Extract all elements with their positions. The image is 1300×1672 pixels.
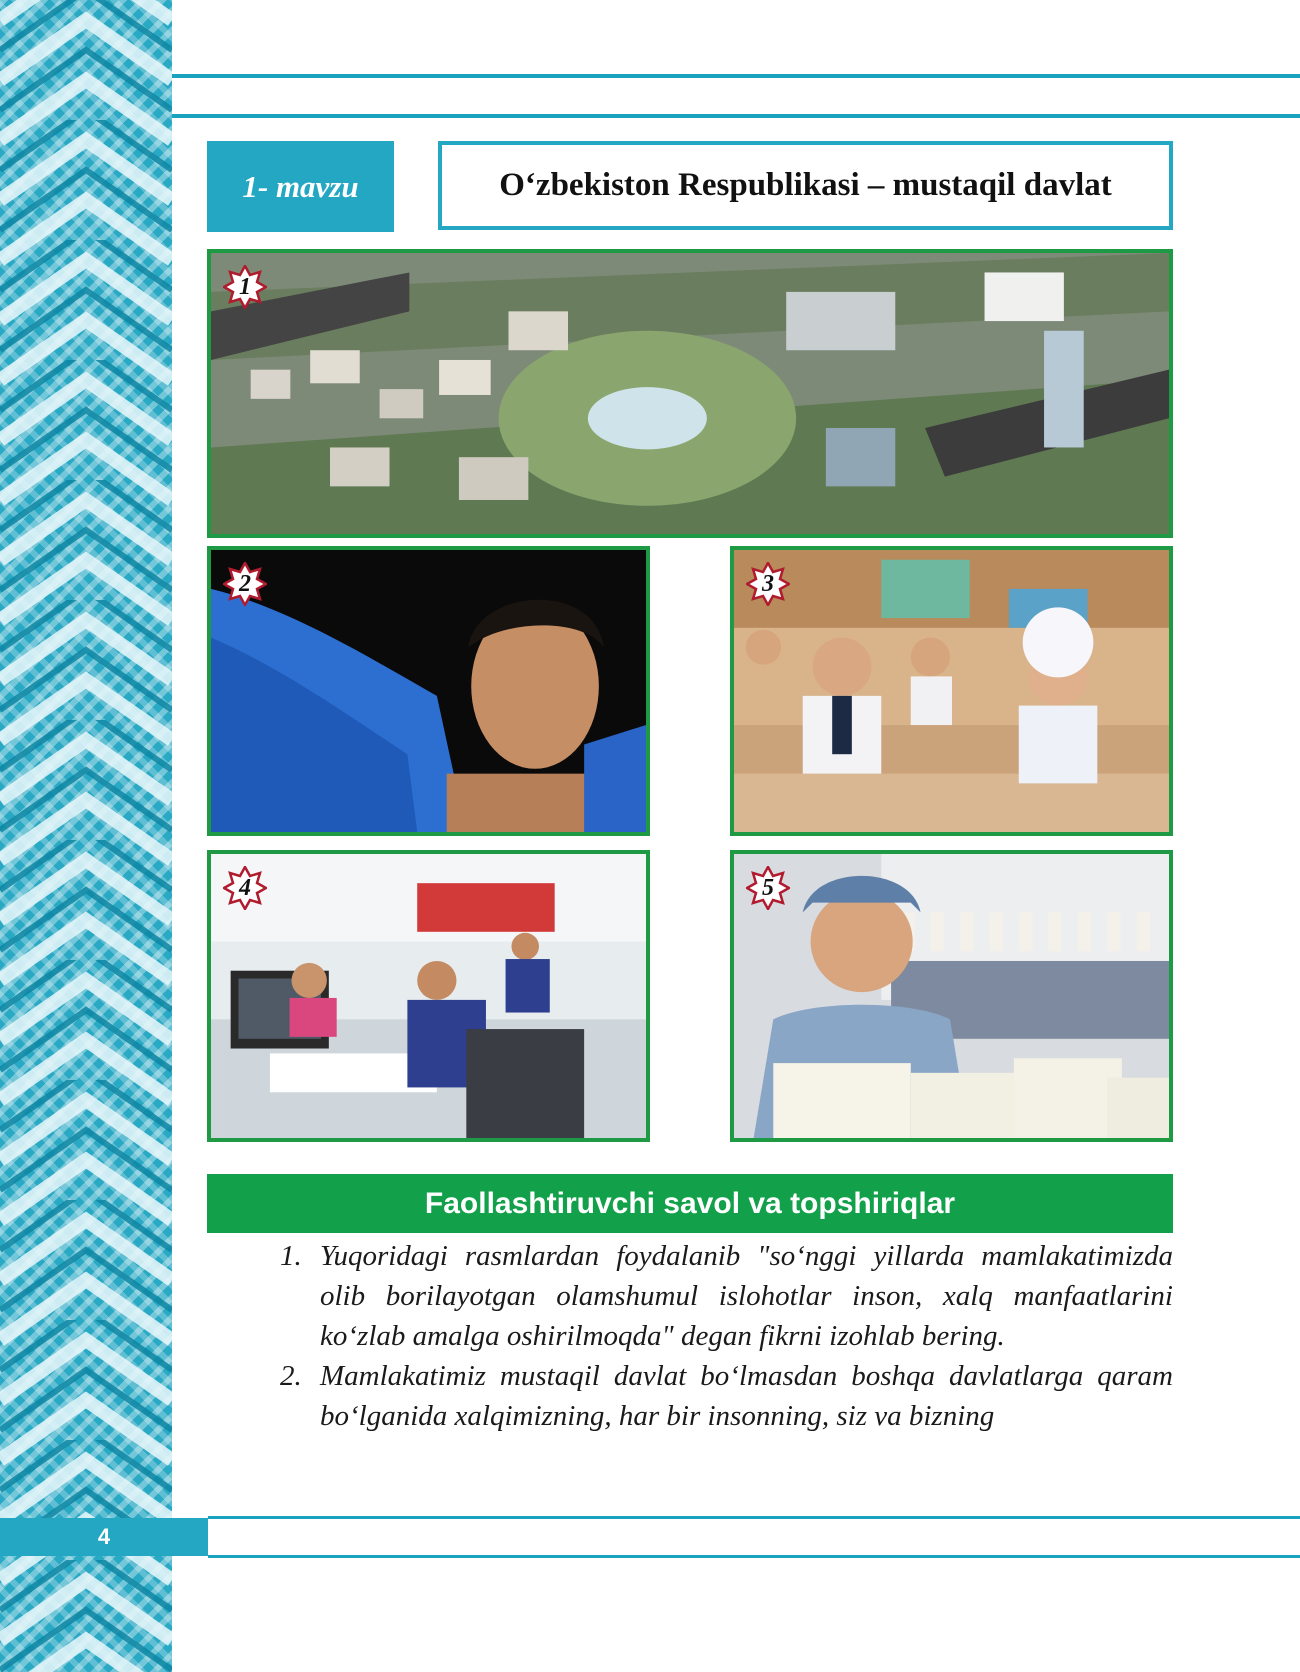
topic-label: 1- mavzu — [207, 141, 394, 232]
page-title: O‘zbekiston Respublikasi – mustaqil davlat — [438, 141, 1173, 230]
question-item — [280, 1236, 1173, 1356]
photo-number: 2 — [239, 570, 251, 597]
photo-number: 1 — [239, 273, 251, 300]
section-heading: Faollashtiruvchi savol va topshiriqlar — [207, 1174, 1173, 1233]
photo-boxer — [207, 546, 650, 836]
top-rule-1 — [172, 74, 1300, 78]
office-image — [211, 854, 646, 1138]
photo-number: 3 — [762, 570, 774, 597]
bottom-rule-1 — [208, 1516, 1300, 1519]
question-item — [280, 1356, 1173, 1436]
photo-number-badge — [223, 866, 267, 910]
top-rule-2 — [172, 114, 1300, 118]
question-number: 2. — [280, 1360, 302, 1392]
photo-textile-worker — [730, 850, 1173, 1142]
photo-number: 4 — [239, 874, 251, 901]
question-text: Yuqoridagi rasmlardan foydalanib "so‘nggi yillarda mamlakatimizda olib borilayotgan olamshumul islohotlar inson, xalq manfaatlarini ko‘zlab amalga oshirilmoqda" degan fikrni izohlab bering. — [320, 1240, 1173, 1352]
photo-city-aerial — [207, 249, 1173, 538]
photo-number-badge — [746, 866, 790, 910]
question-number: 1. — [280, 1240, 302, 1272]
classroom-image — [734, 550, 1169, 832]
photo-number: 5 — [762, 874, 774, 901]
photo-number-badge — [223, 265, 267, 309]
photo-schoolchildren — [730, 546, 1173, 836]
boxer-image — [211, 550, 646, 832]
photo-number-badge — [223, 562, 267, 606]
photo-number-badge — [746, 562, 790, 606]
decorative-side-band — [0, 0, 172, 1672]
question-text: Mamlakatimiz mustaqil davlat bo‘lmasdan boshqa davlatlarga qaram bo‘lganida xalqimizning, har bir insonning, siz va bizning — [320, 1360, 1173, 1432]
page-number: 4 — [0, 1518, 208, 1556]
textile-image — [734, 854, 1169, 1138]
question-list — [280, 1236, 1173, 1436]
city-aerial-image — [211, 253, 1169, 534]
photo-service-center — [207, 850, 650, 1142]
bottom-rule-2 — [208, 1555, 1300, 1558]
zigzag-pattern — [0, 0, 172, 1672]
